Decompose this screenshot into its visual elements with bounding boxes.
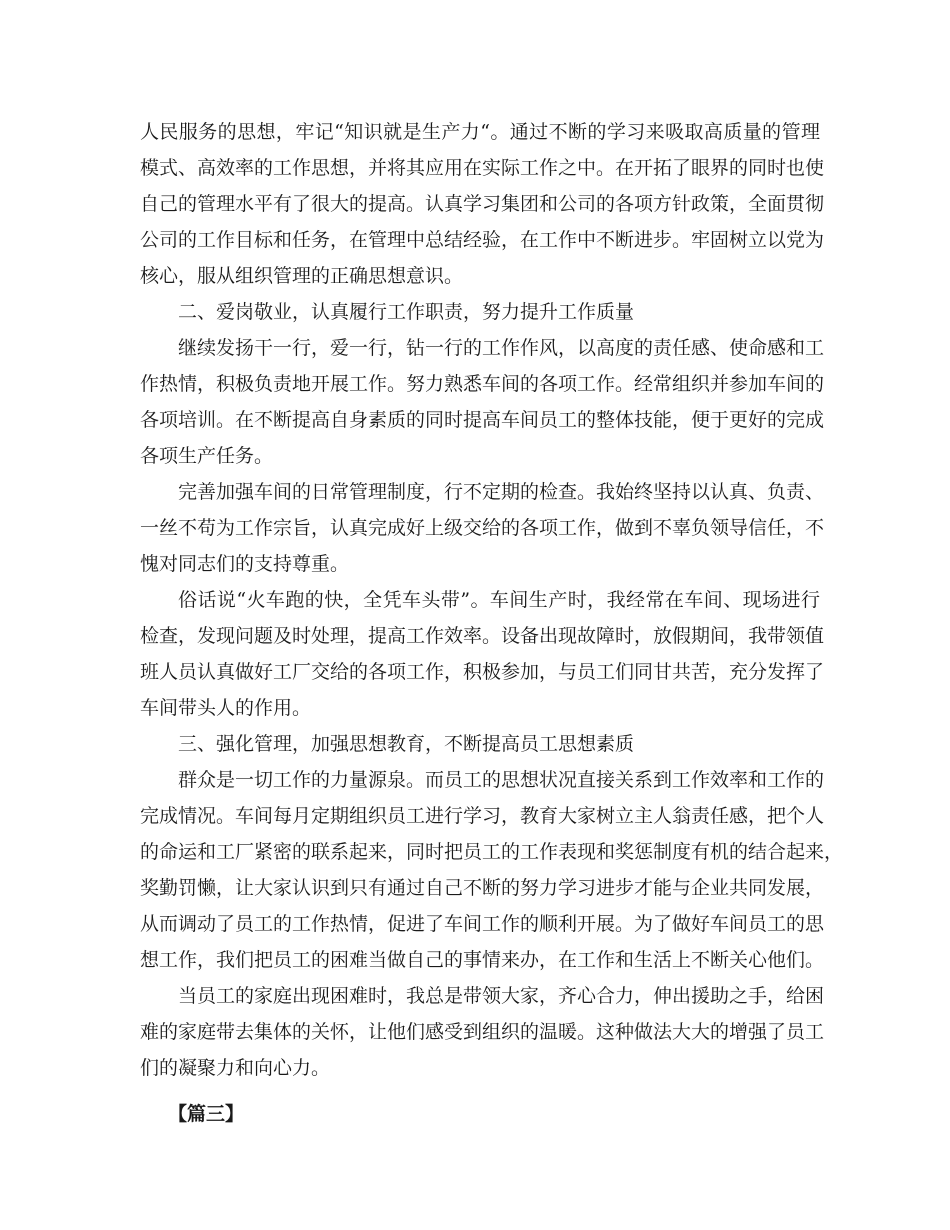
text-line: 车间带头人的作用。 [140,697,312,719]
text-line: 班人员认真做好工厂交给的各项工作，积极参加，与员工们同甘共苦，充分发挥了 [140,661,825,683]
text-line: 俗话说“火车跑的快，全凭车头带”。车间生产时，我经常在车间、现场进行 [178,589,820,611]
section-heading: 三、强化管理，加强思想教育，不断提高员工思想素质 [178,733,635,755]
text-line: 各项生产任务。 [140,445,274,467]
text-line: 完成情况。车间每月定期组织员工进行学习，教育大家树立主人翁责任感，把个人 [140,805,825,827]
text-line: 从而调动了员工的工作热情，促进了车间工作的顺利开展。为了做好车间员工的思 [140,913,825,935]
body-paragraph [140,762,844,978]
text-line: 当员工的家庭出现困难时，我总是带领大家，齐心合力，伸出援助之手，给困 [178,985,825,1007]
text-line: 的命运和工厂紧密的联系起来，同时把员工的工作表现和奖惩制度有机的结合起来， [140,841,844,863]
body-paragraph [140,474,825,582]
text-line: 自己的管理水平有了很大的提高。认真学习集团和公司的各项方针政策，全面贯彻 [140,193,825,215]
text-line: 人民服务的思想，牢记“知识就是生产力“。通过不断的学习来吸取高质量的管理 [140,121,820,143]
text-line: 想工作，我们把员工的困难当做自己的事情来办，在工作和生活上不断关心他们。 [140,949,825,971]
text-line: 继续发扬干一行，爱一行，钻一行的工作作风，以高度的责任感、使命感和工 [178,337,825,359]
text-line: 公司的工作目标和任务，在管理中总结经验，在工作中不断进步。牢固树立以党为 [140,229,825,251]
article-section-marker: 【篇三】 [168,1103,245,1125]
document-page [140,114,844,1134]
body-paragraph [140,114,825,294]
text-line: 作热情，积极负责地开展工作。努力熟悉车间的各项工作。经常组织并参加车间的 [140,373,825,395]
text-line: 检查，发现问题及时处理，提高工作效率。设备出现故障时，放假期间，我带领值 [140,625,825,647]
text-line: 们的凝聚力和向心力。 [140,1057,331,1079]
text-line: 完善加强车间的日常管理制度，行不定期的检查。我始终坚持以认真、负责、 [178,481,825,503]
text-line: 难的家庭带去集体的关怀，让他们感受到组织的温暖。这种做法大大的增强了员工 [140,1021,825,1043]
body-paragraph [140,582,825,726]
text-line: 愧对同志们的支持尊重。 [140,553,350,575]
body-paragraph [140,978,825,1086]
body-paragraph [140,330,825,474]
text-line: 模式、高效率的工作思想，并将其应用在实际工作之中。在开拓了眼界的同时也使 [140,157,825,179]
text-line: 各项培训。在不断提高自身素质的同时提高车间员工的整体技能，便于更好的完成 [140,409,825,431]
text-line: 一丝不苟为工作宗旨，认真完成好上级交给的各项工作，做到不辜负领导信任，不 [140,517,825,539]
text-line: 奖勤罚懒，让大家认识到只有通过自己不断的努力学习进步才能与企业共同发展， [140,877,825,899]
section-heading: 二、爱岗敬业，认真履行工作职责，努力提升工作质量 [178,301,635,323]
text-line: 群众是一切工作的力量源泉。而员工的思想状况直接关系到工作效率和工作的 [178,769,825,791]
text-line: 核心，服从组织管理的正确思想意识。 [140,265,464,287]
